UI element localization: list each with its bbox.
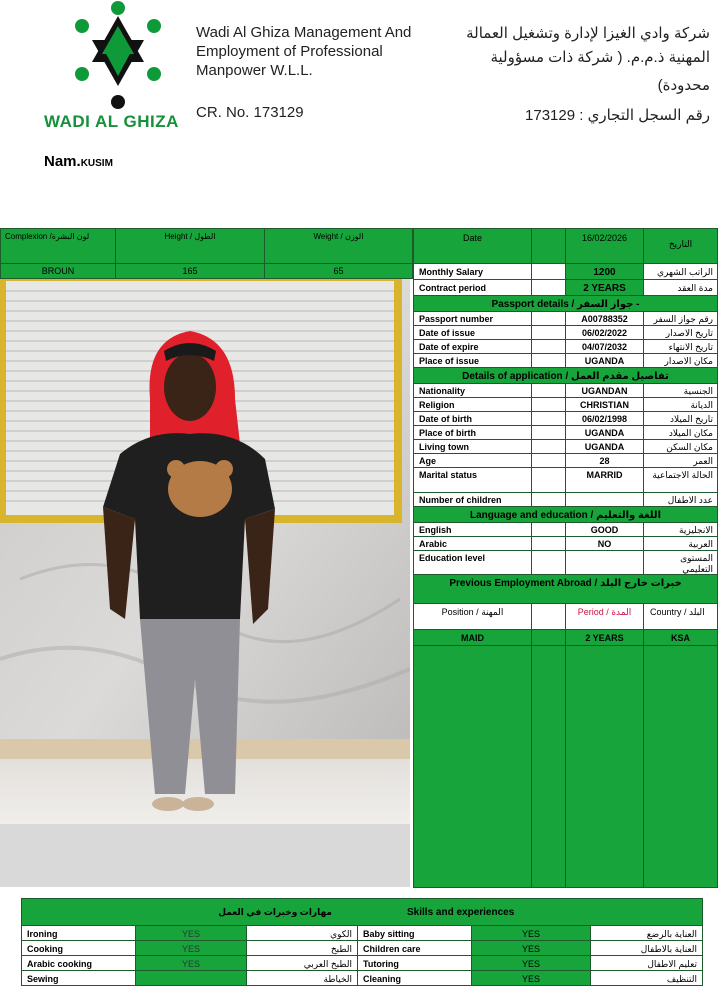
period-label-ar: مدة العقد: [643, 279, 718, 296]
weight-value: 65: [264, 263, 413, 279]
passport-title: Passport details / جواز السفر -: [413, 295, 718, 312]
skill-label: Arabic cooking: [21, 955, 136, 971]
row-label-ar: مكان الاصدار: [643, 353, 718, 368]
skill-value: YES: [471, 970, 591, 986]
date-label-ar: التاريخ: [643, 228, 718, 264]
row-spacer: [531, 353, 566, 368]
row-label: Date of expire: [413, 339, 532, 354]
employment-empty-col-3: [565, 645, 644, 888]
row-label-ar: الجنسية: [643, 383, 718, 398]
complexion-value: BROUN: [0, 263, 116, 279]
skill-label-ar: الطبخ: [246, 940, 358, 956]
skill-label-ar: الطبخ العربي: [246, 955, 358, 971]
row-spacer: [531, 522, 566, 537]
salary-label-ar: الراتب الشهري: [643, 263, 718, 280]
row-spacer: [531, 439, 566, 454]
row-label: Place of birth: [413, 425, 532, 440]
salary-spacer: [531, 263, 566, 280]
skill-value: YES: [135, 940, 247, 956]
row-label-ar: الديانة: [643, 397, 718, 412]
employment-country-label: Country / البلد: [643, 603, 718, 630]
date-spacer: [531, 228, 566, 264]
height-value: 165: [115, 263, 265, 279]
employment-period-label: Period / المدة: [565, 603, 644, 630]
row-label-ar: تاريخ الاصدار: [643, 325, 718, 340]
skill-label-ar: الخياطة: [246, 970, 358, 986]
employment-spacer: [531, 603, 566, 630]
row-spacer: [531, 425, 566, 440]
language-title: Language and education / اللغة والتعليم: [413, 506, 718, 523]
row-spacer: [531, 453, 566, 468]
row-label-ar: المستوى التعليمي: [643, 550, 718, 575]
skill-label-ar: العناية بالاطفال: [590, 940, 703, 956]
row-value: GOOD: [565, 522, 644, 537]
row-label-ar: الحالة الاجتماعية: [643, 467, 718, 493]
row-label: Date of birth: [413, 411, 532, 426]
salary-label: Monthly Salary: [413, 263, 532, 280]
employment-spacer-2: [531, 629, 566, 646]
employment-empty-col-1: [413, 645, 532, 888]
row-label: Place of issue: [413, 353, 532, 368]
row-value: [565, 550, 644, 575]
skills-title-en: Skills and experiences: [407, 907, 515, 918]
row-label: Education level: [413, 550, 532, 575]
skill-label-ar: التنظيف: [590, 970, 703, 986]
row-label: Date of issue: [413, 325, 532, 340]
row-value: 28: [565, 453, 644, 468]
row-label-ar: تاريخ الانتهاء: [643, 339, 718, 354]
row-label-ar: العمر: [643, 453, 718, 468]
row-label: Living town: [413, 439, 532, 454]
skill-label: Baby sitting: [357, 925, 472, 941]
skill-label-ar: الكوي: [246, 925, 358, 941]
employment-position-value: MAID: [413, 629, 532, 646]
row-label: Arabic: [413, 536, 532, 551]
period-spacer: [531, 279, 566, 296]
period-label: Contract period: [413, 279, 532, 296]
row-value: 06/02/2022: [565, 325, 644, 340]
period-value: 2 YEARS: [565, 279, 644, 296]
row-value: UGANDA: [565, 425, 644, 440]
skill-value: YES: [471, 925, 591, 941]
row-spacer: [531, 492, 566, 507]
row-value: UGANDA: [565, 439, 644, 454]
weight-label: Weight / الوزن: [264, 228, 413, 264]
company-name-en-3: Manpower W.L.L.: [196, 62, 313, 79]
row-label: Nationality: [413, 383, 532, 398]
row-value: 06/02/1998: [565, 411, 644, 426]
employment-period-value: 2 YEARS: [565, 629, 644, 646]
height-label: Height / الطول: [115, 228, 265, 264]
company-name-ar-2: المهنية ذ.م.م. ( شركة ذات مسؤولية: [490, 49, 710, 66]
skill-label: Sewing: [21, 970, 136, 986]
candidate-photo: [0, 279, 410, 887]
employment-empty-col-2: [531, 645, 566, 888]
row-label: Religion: [413, 397, 532, 412]
row-label-ar: العربية: [643, 536, 718, 551]
row-label-ar: عدد الاطفال: [643, 492, 718, 507]
skill-label: Tutoring: [357, 955, 472, 971]
skill-value: YES: [135, 955, 247, 971]
company-name-en-2: Employment of Professional: [196, 43, 383, 60]
row-label-ar: مكان السكن: [643, 439, 718, 454]
date-label: Date: [413, 228, 532, 264]
row-value: A00788352: [565, 311, 644, 326]
row-label: English: [413, 522, 532, 537]
employment-title-text: Previous Employment Abroad / خبرات خارج البلد: [449, 578, 682, 589]
row-label: Age: [413, 453, 532, 468]
complexion-label: Complexion /لون البشرة: [0, 228, 116, 264]
row-spacer: [531, 397, 566, 412]
company-name-en-1: Wadi Al Ghiza Management And: [196, 24, 412, 41]
row-label: Number of children: [413, 492, 532, 507]
row-spacer: [531, 339, 566, 354]
row-value: UGANDA: [565, 353, 644, 368]
row-label-ar: مكان الميلاد: [643, 425, 718, 440]
row-spacer: [531, 383, 566, 398]
employment-empty-col-4: [643, 645, 718, 888]
skill-value: YES: [471, 940, 591, 956]
skill-label: Cleaning: [357, 970, 472, 986]
skills-title-ar: مهارات وخبرات في العمل: [218, 907, 332, 917]
skill-label: Cooking: [21, 940, 136, 956]
row-spacer: [531, 411, 566, 426]
date-value: 16/02/2026: [565, 228, 644, 264]
row-value: [565, 492, 644, 507]
salary-value: 1200: [565, 263, 644, 280]
company-name-ar-1: شركة وادي الغيزا لإدارة وتشغيل العمالة: [466, 25, 710, 42]
skill-label: Ironing: [21, 925, 136, 941]
row-spacer: [531, 467, 566, 493]
row-label: Marital status: [413, 467, 532, 493]
employment-title: [413, 574, 718, 604]
row-value: 04/07/2032: [565, 339, 644, 354]
skill-value: YES: [471, 955, 591, 971]
candidate-name: [44, 153, 113, 170]
row-value: MARRID: [565, 467, 644, 493]
company-cr: CR. No. 173129: [196, 104, 304, 121]
row-spacer: [531, 536, 566, 551]
company-name-ar-3: محدودة): [657, 77, 710, 94]
row-label-ar: الانجليزية: [643, 522, 718, 537]
row-label: Passport number: [413, 311, 532, 326]
row-value: UGANDAN: [565, 383, 644, 398]
row-value: NO: [565, 536, 644, 551]
application-title: Details of application / تفاصيل مقدم العمل: [413, 367, 718, 384]
skill-value: [135, 970, 247, 986]
candidate-name-label: Nam.: [44, 153, 81, 170]
company-cr-ar: رقم السجل التجاري : 173129: [525, 107, 710, 124]
row-spacer: [531, 311, 566, 326]
candidate-name-value: KUSIM: [80, 158, 113, 169]
row-value: CHRISTIAN: [565, 397, 644, 412]
employment-position-label: Position / المهنة: [413, 603, 532, 630]
row-label-ar: تاريخ الميلاد: [643, 411, 718, 426]
row-label-ar: رقم جواز السفر: [643, 311, 718, 326]
row-spacer: [531, 325, 566, 340]
company-logo: [68, 0, 168, 112]
skill-label-ar: تعليم الاطفال: [590, 955, 703, 971]
brand-name: WADI AL GHIZA: [44, 112, 179, 131]
skill-label-ar: العناية بالرضع: [590, 925, 703, 941]
row-spacer: [531, 550, 566, 575]
skill-value: YES: [135, 925, 247, 941]
skill-label: Children care: [357, 940, 472, 956]
employment-country-value: KSA: [643, 629, 718, 646]
skills-header: [21, 898, 703, 926]
